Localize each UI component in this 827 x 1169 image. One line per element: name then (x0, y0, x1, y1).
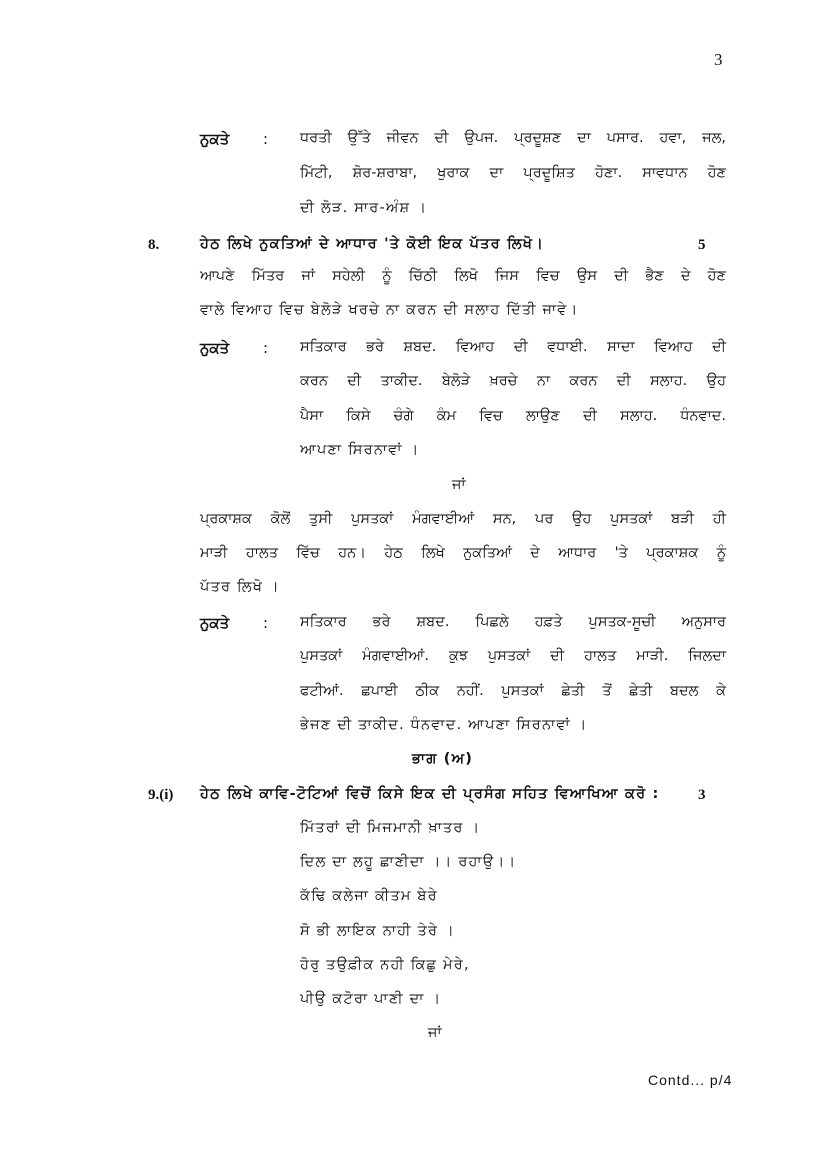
q8-alt-points-colon: : (263, 614, 269, 632)
q8-alt-point-line-2: ਪੁਸਤਕਾਂ ਮੰਗਵਾਈਆਂ. ਕੁਝ ਪੁਸਤਕਾਂ ਦੀ ਹਾਲਤ ਮਾੜੀ. ਜਿਲਦਾ (300, 648, 726, 664)
q8-alt-point-line-4: ਭੇਜਣ ਦੀ ਤਾਕੀਦ. ਧੰਨਵਾਦ. ਆਪਣਾ ਸਿਰਨਾਵਾਂ । (300, 717, 588, 733)
q8-intro-line-2: ਵਾਲੇ ਵਿਆਹ ਵਿਚ ਬੇਲੋੜੇ ਖਰਚੇ ਨਾ ਕਰਨ ਦੀ ਸਲਾਹ ਦਿੱਤੀ ਜਾਵੇ। (200, 302, 579, 318)
q9-verse-line-4: ਸੋ ਭੀ ਲਾਇਕ ਨਾਹੀ ਤੇਰੇ । (300, 923, 455, 939)
q8-point-line-1: ਸਤਿਕਾਰ ਭਰੇ ਸ਼ਬਦ. ਵਿਆਹ ਦੀ ਵਧਾਈ. ਸਾਦਾ ਵਿਆਹ ਦੀ (300, 339, 726, 355)
q7-point-line-1: ਧਰਤੀ ਉੱਤੇ ਜੀਵਨ ਦੀ ਉਪਜ. ਪ੍ਰਦੂਸ਼ਣ ਦਾ ਪਸਾਰ. ਹਵਾ, ਜਲ, (300, 130, 726, 146)
q9-verse-line-3: ਕੱਢਿ ਕਲੇਜਾ ਕੀਤਮ ਬੇਰੇ (300, 888, 438, 904)
q8-alt-point-line-1: ਸਤਿਕਾਰ ਭਰੇ ਸ਼ਬਦ. ਪਿਛਲੇ ਹਫ਼ਤੇ ਪੁਸਤਕ-ਸੂਚੀ ਅਨੁਸਾਰ (300, 614, 726, 630)
page-number: 3 (714, 50, 723, 69)
continued-footer: Contd... p/4 (648, 1072, 733, 1088)
q8-alt-intro-line-2: ਮਾੜੀ ਹਾਲਤ ਵਿੱਚ ਹਨ। ਹੇਠ ਲਿਖੇ ਨੁਕਤਿਆਂ ਦੇ ਆਧਾਰ 'ਤੇ ਪ੍ਰਕਾਸ਼ਕ ਨੂੰ (200, 545, 726, 561)
q9-marks: 3 (698, 787, 706, 803)
q9-or-separator: ਜਾਂ (428, 1025, 443, 1041)
q8-points-colon: : (263, 339, 269, 357)
q8-point-line-4: ਆਪਣਾ ਸਿਰਨਾਵਾਂ । (300, 442, 420, 458)
q8-heading: ਹੇਠ ਲਿਖੇ ਨੁਕਤਿਆਂ ਦੇ ਆਧਾਰ 'ਤੇ ਕੋਈ ਇਕ ਪੱਤਰ ਲਿਖੋ। (200, 236, 545, 252)
q8-number: 8. (148, 237, 160, 253)
q8-points-label: ਨੁਕਤੇ (200, 339, 230, 357)
q9-verse-line-5: ਹੋਰੁ ਤਉਫ਼ੀਕ ਨਹੀ ਕਿਛੁ ਮੇਰੇ, (300, 957, 470, 973)
q7-point-line-2: ਮਿੱਟੀ, ਸ਼ੋਰ-ਸ਼ਰਾਬਾ, ਖੁਰਾਕ ਦਾ ਪ੍ਰਦੂਸ਼ਿਤ ਹੋਣਾ. ਸਾਵਧਾਨ ਹੋਣ (300, 165, 726, 181)
q8-alt-points-label: ਨੁਕਤੇ (200, 614, 230, 632)
q9-verse-line-6: ਪੀਉ ਕਟੋਰਾ ਪਾਣੀ ਦਾ । (300, 991, 442, 1007)
q8-point-line-2: ਕਰਨ ਦੀ ਤਾਕੀਦ. ਬੇਲੋੜੇ ਖ਼ਰਚੇ ਨਾ ਕਰਨ ਦੀ ਸਲਾਹ. ਉਹ (300, 373, 726, 389)
q8-alt-intro-line-3: ਪੱਤਰ ਲਿਖੋ । (200, 579, 280, 595)
q8-intro-line-1: ਆਪਣੇ ਮਿੱਤਰ ਜਾਂ ਸਹੇਲੀ ਨੂੰ ਚਿੱਠੀ ਲਿਖੋ ਜਿਸ ਵਿਚ ਉਸ ਦੀ ਭੈਣ ਦੇ ਹੋਣ (200, 268, 726, 284)
q9-heading: ਹੇਠ ਲਿਖੇ ਕਾਵਿ-ਟੋਟਿਆਂ ਵਿਚੋਂ ਕਿਸੇ ਇਕ ਦੀ ਪ੍ਰਸੰਗ ਸਹਿਤ ਵਿਆਖਿਆ ਕਰੋ : (200, 786, 660, 802)
q9-verse-line-2: ਦਿਲ ਦਾ ਲਹੂ ਛਾਣੀਦਾ ।। ਰਹਾਉ।। (300, 854, 517, 870)
q9-number: 9.(i) (148, 787, 174, 803)
section-heading: ਭਾਗ (ਅ) (412, 751, 474, 767)
q8-alt-point-line-3: ਫਟੀਆਂ. ਛਪਾਈ ਠੀਕ ਨਹੀਂ. ਪੁਸਤਕਾਂ ਛੇਤੀ ਤੋਂ ਛੇਤੀ ਬਦਲ ਕੇ (300, 683, 726, 699)
q7-point-line-3: ਦੀ ਲੋੜ. ਸਾਰ-ਅੰਸ਼ । (300, 200, 428, 216)
q7-points-colon: : (263, 130, 269, 148)
q7-points-label: ਨੁਕਤੇ (200, 130, 230, 148)
q8-marks: 5 (698, 237, 706, 253)
q8-point-line-3: ਪੈਸਾ ਕਿਸੇ ਚੰਗੇ ਕੰਮ ਵਿਚ ਲਾਉਣ ਦੀ ਸਲਾਹ. ਧੰਨਵਾਦ. (300, 408, 726, 424)
q8-or-separator: ਜਾਂ (452, 477, 467, 493)
q9-verse-line-1: ਮਿੱਤਰਾਂ ਦੀ ਮਿਜਮਾਨੀ ਖ਼ਾਤਰ । (300, 820, 481, 836)
q8-alt-intro-line-1: ਪ੍ਰਕਾਸ਼ਕ ਕੋਲੋਂ ਤੁਸੀ ਪੁਸਤਕਾਂ ਮੰਗਵਾਈਆਂ ਸਨ, ਪਰ ਉਹ ਪੁਸਤਕਾਂ ਬੜੀ ਹੀ (200, 511, 726, 527)
